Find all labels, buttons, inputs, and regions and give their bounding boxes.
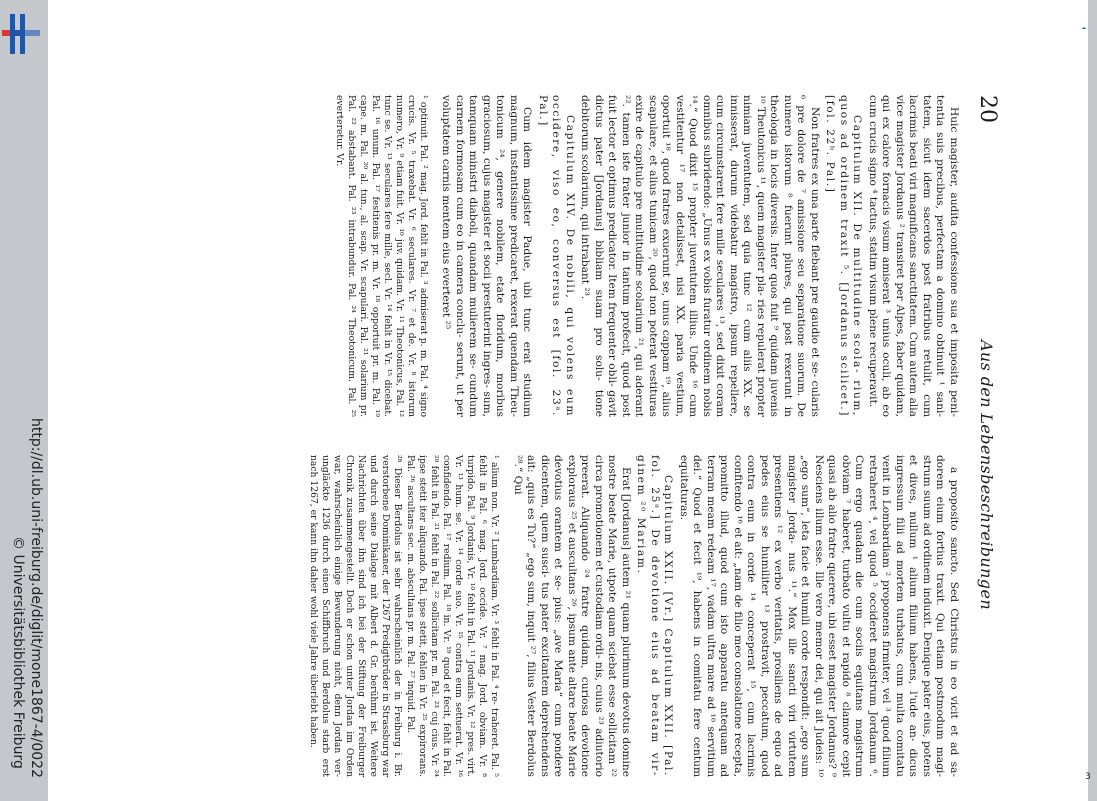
footnote: ¹ optinuit. Pal. ² mag. Jord. fehlt in Pal. ³ admiserat p. m. Pal. ⁴ signo crucis. Vr. ⁵ traxebat. Vr. ⁶ seculares. Vr. ⁷ et de. Vr. ⁸ istorum numero, Vr. ⁹ etiam fuit. Vr. ¹⁰ juv. quidam. Vr. ¹¹ Theotonicus, Pal. ¹² tunc se. Vr. ¹³ seculares fere mille, secl. Vr. ¹⁴ fehlt in Vr. ¹⁵ dicebat. Pal. ¹⁶ unum. Pal. ¹⁷ festitenis pr. m. Vr. ¹⁸ opportuit pr. m. Pal. ¹⁹ cape. m. Pal. ²⁰ al. tun., al. scap. Vr. scapulari. Pal. ²¹ solarium pr. Pal. ²² abstabant. Pal. ²³ intrabundur. Pal. ²⁴ Theotonicum. Pal. ²⁵ everteretur. Vr.	[334, 95, 429, 417]
footnotes	[308, 455, 501, 777]
page-number: 20	[975, 95, 1000, 123]
right-marker: -	[1082, 23, 1087, 34]
chapter-heading: Capitulum XXII. [Vr.] Capitulum XXII. [Pal. fol. 25ᵃ.] De devotione eius ad beatam vir- ginem ²⁰ Mariam.	[635, 455, 675, 777]
paragraph: a proposito sancto. Sed Christus in eo vicit et ad sa- dorem eium fortius traxit. Qui etiam postmodum magi- strum suum ad ordinem induxit. Denique pater eius, potens et dives, nullum ¹ alium filium habens, l'ude an- dicus ingressum filii ad mortem turbatus, cum multa comitatu venit in Lombardiam ² proponens firmiter, vel ³ quod filium retraheret ⁴, vel quod ⁵ occideret magistrum Jordanum ⁶. Cum ergo quadam die cum sociis equitans magistrum obviam ⁷ haberet, turbato vultu et rapido ⁸ clamore cepit quasi ab alio fratre querere, ubi esset magister Jordanus? ⁹ Nesciens illum esse. Ille vero memor dei, qui ait Judeis: ¹⁰ „ego sum“, leta facie et humili corde respondit: „ego sum magister Jorda- nus ¹¹.“ Mox ille sancti viri virtutem presentiens ¹² ex verbo veritatis, prosiliens de equo ad pedes eius se humiliter ¹³ prostravit, peccatum, quod contra eum in corde ¹⁴ conceperat ¹⁵, cum lacrimis confitendo ¹⁶ et ait: „nam de filio meo consolatione recepta, promitto illud, quod cum isto apparatu antequam ad terram meam redeam ¹⁷, vadam ultra mare ad ¹⁸ servitium dei.“ Quod et fecit ¹⁹, habens in comitatu fere centum equitaturas.	[678, 455, 960, 777]
footnote: ²⁸ Dieser Berdolus ist sehr wahrscheinlich der in Freiburg i. Br. verstorbene Dominikaner, der 1267 Predigtbrüder in Strassburg war und durch seine Dialoge mit Albert d. Gr. berühmt ist. Weitere Nachrichten über ihn sind ich bei der Stiftung der Freiburger Chronik zusammengestellt. Doch er schon unter Jordan im Orden war, wahrscheinlich einige Bewunderung nicht, denn Jordan ver- ungläckte 1236 durch einen Schiffbruch und Berdolus starb erst nach 1267, er kann ihn daher wohl viele Jahre überlebt haben.	[308, 455, 404, 777]
book-page-scan	[155, 95, 1000, 795]
footnote: ¹ alium non. Vr. ² Lumbardiam. Vr. ³ fehlt in Pal. ⁴ re- traheret. Pal. ⁵ fehlt in Pal. ⁶ mag. Jord. occide. Vr. ⁷ mag. Jord. obviam. Vr. ⁸ turpido. Pal. ⁹ Jordanis, Vr. ¹⁰ fehlt in Pal. ¹¹ Jordanis. Vr. ¹² pres. virt. Vr. ¹³ hum. se. Vr. ¹⁴ corde suo. Vr. ¹⁵ contra eum settuerat. Vr. ¹⁶ confidendo. Pal. ¹⁷ redium. Pal. ¹⁸ in. Vr. ¹⁹ quod et fecit, fehlt in Pal. ²⁰ fehlt in Pal. ²¹ fehlt in Pal. ²² sollicitam pr. m. Pal. ²³ cuj cius. Vr. ²⁴ ipse stetit iter aliquando. Pal. ipse stetit, fehlen in Vr. ²⁵ expirorans. Pal. ²⁶ ascultans sec. m. abscultans pr. m. Pal. ²⁷ inquid. Pal.	[405, 455, 501, 777]
chapter-heading: Capitulum XII. De multitudine scola- rium, quos ad ordinem traxit ⁵. [Jordanus scilicet.] [fol. 22ᵇ. Pal.]	[824, 95, 864, 417]
paragraph: Erat [Jordanus] autem ²¹ quam plurimum devotus domine nostre beate Marie, utpote quam sciebat esse sollicitam ²² circa promotionem et custodiam ordi- nis, cuius ²³ adiutorio preerat. Aliquando ²⁴ fratre quidam, curiosa devotione exploraus ²⁵ et auscultans ²⁶, ipsum ante altare beate Marie devotius orantem et se- pius: „ave Maria“ cum pondere dicentem, quem susci- tus pater excitantem deprehendens ait: „quis es Tu?“ „ego sum, inquit ²⁷, filius Vester Berdolus ²⁸.“ Qui	[512, 455, 632, 777]
left-text-column	[332, 95, 960, 417]
source-url[interactable]: http://dl.ub.uni-freiburg.de/diglit/mone1867-4/0022	[28, 418, 44, 778]
running-head: Aus den Lebensbeschreibungen	[977, 339, 996, 611]
footnotes	[333, 95, 429, 417]
paragraph: Huic magister, audita confessione sua et imposita peni- tentia suis precibus, perfectam a domino obtinuit ¹ sani- tatem, sicut idem sacerdos post fratribus retulit, cum lacrimis beati viri magnificans sanctitatem. Cum autem alia vice magister Jordanus ² transiret per Alpes, faber quidam, qui ex calore fornacis visum amiserat ³ unius oculi, ab eo cum crucis signo ⁴ tactus, statim visum plene recuperavit.	[867, 95, 960, 417]
right-edge-glyph: 3	[1085, 772, 1091, 782]
copyright-line: © Universitätsbibliothek Freiburg	[10, 536, 26, 769]
library-logo-icon	[2, 14, 40, 54]
chapter-heading: Capitulum XIV. De nobili, qui volens eum occidere, viso eo, conversus est [fol. 23ᵃ. Pal.]	[537, 95, 576, 417]
right-text-column	[307, 455, 961, 777]
paragraph: Non fratres ex una parte flebant pre gaudio et se- cularis ⁶ pre dolore de ⁷ amissione seu separatione suorum. De numero istorum ⁸ fuerunt plures, qui post rexerunt in theologia in locis diversis. Inter quos fuit ⁹ quidam juvenis ¹⁰ Theutonicus ¹¹, quem magister pla- ries repulerat propter nimiam juventutem, sed quia tunc ¹² cum aliis XX. se innisserat, durum videbatur magistro, ipsum repellere, cum circumstarent fere mille seculares ¹³, sed dixit coram omnibus subridendo: „Unus ex vobis furatur ordinem nobis ¹⁴.“ Quod dixit ¹⁵ propter juventutem illius. Unde ¹⁶ cum vestitentur ¹⁷ non detalisset, nisi XX. paria vestium, oportuit ¹⁸, quod fratres exuerunt se, unus cappam ¹⁹, alius scapulare, et alius tunicam ²⁰, quod non poterat vestituras exire de capitulo pre multitudine scolarium ²¹, qui aderant ²². tamen iste frater junior in tantum profecit, quod post fuit lector et optimus predicator. Item frequenter obli- gavit dictus pater [Jordanus] bibliam suam pro solu- tione debitorum scolarium, qui intrabant ²³.	[579, 95, 821, 417]
paragraph: Cum idem magister Padue, ubi tunc erat studium magnum, instantissime predicaret, rexerat quendam Theu- tonicum ²⁴, genere nobilem, etate floridum, moribus graciosum, cujus magister et socii prestuterint ingres- sum, tamquam ministri diaboli, quandam mulierem se- cundum carnem formosam cum eo in camera conclu- serunt, ut per voluptatem carnis mentem eius everteret ²⁵	[440, 95, 534, 417]
right-scroll-region[interactable]	[1088, 0, 1097, 801]
book-page	[155, 95, 1000, 795]
